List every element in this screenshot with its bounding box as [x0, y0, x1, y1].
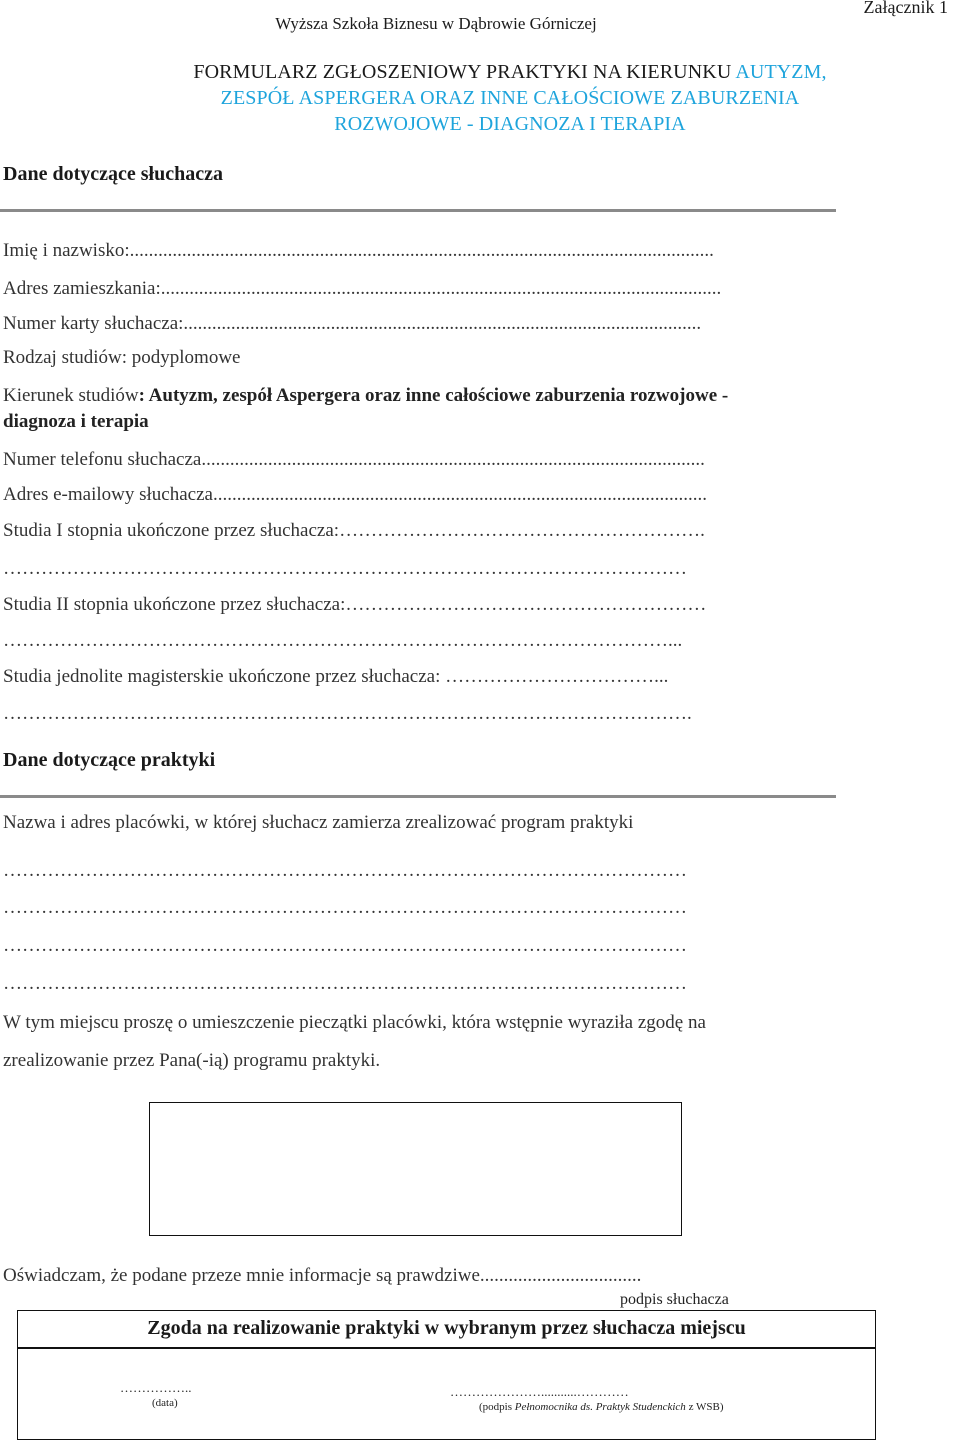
second-degree-continuation: ……………………………………………………………………………………………... — [3, 630, 683, 651]
form-title-line-2: ZESPÓŁ ASPERGERA ORAZ INNE CAŁOŚCIOWE ZABURZENIA — [220, 87, 800, 109]
sign-caption-suffix: z WSB) — [685, 1401, 724, 1413]
phone-field: Numer telefonu słuchacza.......................................................................................................... — [3, 449, 705, 470]
date-placeholder: …………….. — [120, 1380, 192, 1395]
stamp-request-line-1: W tym miejscu proszę o umieszczenie pieczątki placówki, która wstępnie wyraziła zgodę na — [3, 1012, 706, 1033]
sign-caption-prefix: (podpis — [479, 1401, 515, 1413]
student-section-divider — [0, 209, 836, 212]
uniform-masters-continuation: ………………………………………………………………………………………………. — [3, 703, 692, 724]
field-of-study-line-1 — [3, 385, 728, 407]
institution-line: ……………………………………………………………………………………………… — [3, 860, 687, 881]
stamp-box — [149, 1102, 682, 1236]
university-name: Wyższa Szkoła Biznesu w Dąbrowie Górniczej — [275, 14, 597, 33]
second-degree-field: Studia II stopnia ukończone przez słuchacza:………………………………………………… — [3, 594, 707, 615]
consent-divider — [18, 1347, 875, 1349]
student-signature-caption: podpis słuchacza — [620, 1291, 729, 1308]
first-degree-continuation: ……………………………………………………………………………………………… — [3, 558, 687, 579]
card-number-field: Numer karty słuchacza:............................................................................................................. — [3, 313, 702, 334]
consent-box — [17, 1310, 876, 1440]
form-title-black: FORMULARZ ZGŁOSZENIOWY PRAKTYKI NA KIERUNKU — [193, 61, 736, 83]
institution-line: ……………………………………………………………………………………………… — [3, 897, 687, 918]
declaration-text: Oświadczam, że podane przeze mnie informacje są prawdziwe.................................. — [3, 1265, 642, 1286]
form-title-line-1 — [0, 61, 960, 84]
form-title-blue: AUTYZM, — [735, 61, 827, 83]
field-of-study-line-2 — [3, 411, 149, 433]
name-field: Imię i nazwisko:........................................................................................................................... — [3, 240, 714, 261]
practice-section-heading: Dane dotyczące praktyki — [3, 749, 216, 771]
field-of-study-label: Kierunek studiów — [3, 385, 139, 406]
stamp-request-line-2: zrealizowanie przez Pana(-ią) programu praktyki. — [3, 1050, 381, 1071]
representative-signature-placeholder: …………………...........………… — [450, 1384, 629, 1399]
uniform-masters-field: Studia jednolite magisterskie ukończone przez słuchacza: ……………………………... — [3, 666, 669, 687]
first-degree-field: Studia I stopnia ukończone przez słuchacza:…………………………………………………. — [3, 520, 705, 541]
address-field: Adres zamieszkania:...................................................................................................................... — [3, 278, 722, 299]
annex-label: Załącznik 1 — [863, 0, 948, 17]
consent-title: Zgoda na realizowanie praktyki w wybranym przez słuchacza miejscu — [147, 1317, 746, 1339]
field-of-study-value-cont: diagnoza i terapia — [3, 411, 149, 432]
student-section-heading: Dane dotyczące słuchacza — [3, 163, 223, 185]
institution-line: ……………………………………………………………………………………………… — [3, 935, 687, 956]
sign-caption-role: Pełnomocnika ds. Praktyk Studenckich — [514, 1401, 686, 1413]
study-type: Rodzaj studiów: podyplomowe — [3, 347, 241, 368]
institution-line: ……………………………………………………………………………………………… — [3, 973, 687, 994]
email-field: Adres e-mailowy słuchacza........................................................................................................ — [3, 484, 707, 505]
representative-signature-caption — [479, 1401, 724, 1413]
field-of-study-value: : Autyzm, zespół Aspergera oraz inne całościowe zaburzenia rozwojowe - — [138, 385, 729, 406]
institution-label: Nazwa i adres placówki, w której słuchacz zamierza zrealizować program praktyki — [3, 812, 634, 833]
practice-section-divider — [0, 795, 836, 798]
date-caption: (data) — [152, 1397, 178, 1409]
form-title-line-3: ROZWOJOWE - DIAGNOZA I TERAPIA — [334, 113, 686, 135]
